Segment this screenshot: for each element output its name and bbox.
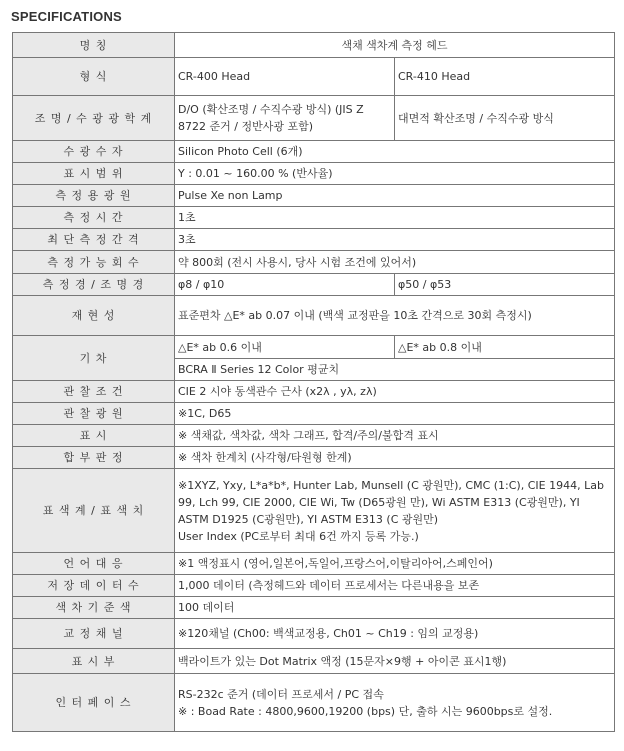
- row-label: 기 차: [13, 336, 175, 381]
- row-label: 표 시: [13, 425, 175, 447]
- table-row: [13, 597, 615, 619]
- row-value: [175, 674, 615, 732]
- row-value: ※ 색차 한계치 (사각형/타원형 한계): [175, 447, 615, 469]
- row-label: 관 찰 조 건: [13, 381, 175, 403]
- row-label: 측 정 시 간: [13, 207, 175, 229]
- table-row: [13, 141, 615, 163]
- table-row: [13, 207, 615, 229]
- row-label: 명 칭: [13, 33, 175, 58]
- row-value: φ50 / φ53: [395, 274, 615, 296]
- table-row: [13, 649, 615, 674]
- row-value: 대면적 확산조명 / 수직수광 방식: [395, 96, 615, 141]
- row-value: Pulse Xe non Lamp: [175, 185, 615, 207]
- row-value: 백라이트가 있는 Dot Matrix 액정 (15문자×9행 + 아이콘 표시1행): [175, 649, 615, 674]
- row-label: 측 정 용 광 원: [13, 185, 175, 207]
- table-row: [13, 403, 615, 425]
- table-row: [13, 251, 615, 274]
- row-value: 약 800회 (전시 사용시, 당사 시험 조건에 있어서): [175, 251, 615, 274]
- row-label: 언 어 대 응: [13, 553, 175, 575]
- specifications-table: [12, 32, 615, 732]
- row-value: φ8 / φ10: [175, 274, 395, 296]
- row-value: 1,000 데이터 (측정헤드와 데이터 프로세서는 다른내용을 보존: [175, 575, 615, 597]
- colorspace-text: ※1XYZ, Yxy, L*a*b*, Hunter Lab, Munsell (C 광원만), CMC (1:C), CIE 1944, Lab 99, Lch 99, CIE 2000, CIE Wi, Tw (D65광원 만), Wi ASTM E313 (C광원만), YI ASTM D1925 (C광원만), YI ASTM E313 (C 광원만): [178, 478, 604, 526]
- row-value: Silicon Photo Cell (6개): [175, 141, 615, 163]
- row-value: 표준편차 △E* ab 0.07 이내 (백색 교정판을 10초 간격으로 30회 측정시): [175, 296, 615, 336]
- row-value: 100 데이터: [175, 597, 615, 619]
- row-value: 3초: [175, 229, 615, 251]
- row-label: 인 터 페 이 스: [13, 674, 175, 732]
- interface-text: RS-232c 준거 (데이터 프로세서 / PC 접속: [178, 687, 384, 701]
- row-value: D/O (확산조명 / 수직수광 방식) (JIS Z 8722 준거 / 정반사광 포함): [175, 96, 395, 141]
- row-label: 교 정 채 널: [13, 619, 175, 649]
- table-row: [13, 58, 615, 96]
- row-label: 수 광 수 자: [13, 141, 175, 163]
- row-label: 측 정 가 능 회 수: [13, 251, 175, 274]
- row-value: △E* ab 0.6 이내: [175, 336, 395, 359]
- table-row: [13, 447, 615, 469]
- row-value: ※120채널 (Ch00: 백색교정용, Ch01 ~ Ch19 : 임의 교정용): [175, 619, 615, 649]
- row-value: ※ 색채값, 색차값, 색차 그래프, 합격/주의/불합격 표시: [175, 425, 615, 447]
- row-value: CR-410 Head: [395, 58, 615, 96]
- row-value: BCRA Ⅱ Series 12 Color 평균치: [175, 359, 615, 381]
- row-value: ※1 액정표시 (영어,일본어,독일어,프랑스어,이탈리아어,스페인어): [175, 553, 615, 575]
- row-value: Y : 0.01 ~ 160.00 % (반사율): [175, 163, 615, 185]
- table-row: [13, 163, 615, 185]
- row-label: 형 식: [13, 58, 175, 96]
- table-row: [13, 336, 615, 359]
- colorspace-note: User Index (PC로부터 최대 6건 까지 등록 가능.): [178, 529, 419, 543]
- row-value: CIE 2 시야 동색관수 근사 (x2λ , yλ, zλ): [175, 381, 615, 403]
- table-row: [13, 469, 615, 553]
- table-row: [13, 619, 615, 649]
- row-label: 표 시 부: [13, 649, 175, 674]
- table-row: [13, 575, 615, 597]
- table-row: [13, 553, 615, 575]
- row-label: 색 차 기 준 색: [13, 597, 175, 619]
- row-value: △E* ab 0.8 이내: [395, 336, 615, 359]
- table-row: [13, 296, 615, 336]
- row-value: 1초: [175, 207, 615, 229]
- row-value: 색채 색차계 측정 헤드: [175, 33, 615, 58]
- page-heading: SPECIFICATIONS: [11, 9, 122, 24]
- table-row: [13, 33, 615, 58]
- row-value: ※1C, D65: [175, 403, 615, 425]
- row-label: 표 색 계 / 표 색 치: [13, 469, 175, 553]
- table-row: [13, 274, 615, 296]
- interface-note: ※ : Boad Rate : 4800,9600,19200 (bps) 단, 출하 시는 9600bps로 설정.: [178, 704, 553, 718]
- row-label: 최 단 측 정 간 격: [13, 229, 175, 251]
- row-value: CR-400 Head: [175, 58, 395, 96]
- row-label: 재 현 성: [13, 296, 175, 336]
- table-row: [13, 674, 615, 732]
- row-label: 관 찰 광 원: [13, 403, 175, 425]
- row-label: 저 장 데 이 터 수: [13, 575, 175, 597]
- table-row: [13, 96, 615, 141]
- row-value: [175, 469, 615, 553]
- table-row: [13, 425, 615, 447]
- row-label: 측 정 경 / 조 명 경: [13, 274, 175, 296]
- table-row: [13, 185, 615, 207]
- table-row: [13, 381, 615, 403]
- row-label: 조 명 / 수 광 광 학 계: [13, 96, 175, 141]
- row-label: 합 부 판 정: [13, 447, 175, 469]
- row-label: 표 시 범 위: [13, 163, 175, 185]
- table-row: [13, 229, 615, 251]
